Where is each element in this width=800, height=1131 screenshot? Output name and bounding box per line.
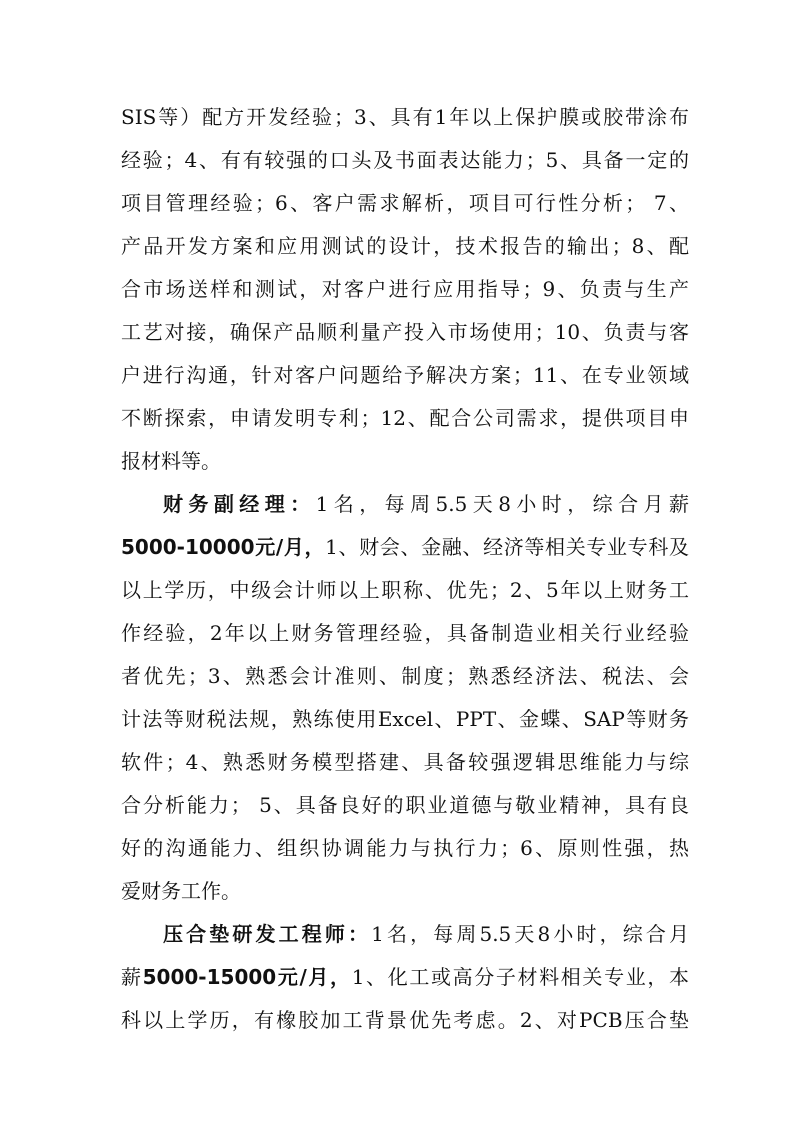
text-line: 经验；4、有有较强的口头及书面表达能力；5、具备一定的	[121, 148, 689, 172]
job-summary: 1名，每周5.5天8小时，综合月	[371, 922, 689, 946]
text-segment: 1、财会、金融、经济等相关专业专科及	[325, 535, 689, 559]
text-line: 合分析能力； 5、具备良好的职业道德与敬业精神，具有良	[121, 793, 689, 817]
text-line: 爱财务工作。	[121, 879, 241, 903]
text-segment: 薪	[121, 965, 143, 989]
salary-range: 5000-10000元/月，	[121, 535, 326, 559]
text-line: 户进行沟通，针对客户问题给予解决方案；11、在专业领域	[121, 363, 689, 387]
text-line: 产品开发方案和应用测试的设计，技术报告的输出；8、配	[121, 234, 689, 258]
text-line: 好的沟通能力、组织协调能力与执行力；6、原则性强，热	[121, 836, 689, 860]
text-line: 软件；4、熟悉财务模型搭建、具备较强逻辑思维能力与综	[121, 750, 689, 774]
text-line: 报材料等。	[121, 449, 221, 473]
text-line: 以上学历，中级会计师以上职称、优先；2、5年以上财务工	[121, 578, 689, 602]
salary-line	[121, 532, 689, 562]
salary-range: 5000-15000元/月，	[142, 965, 352, 989]
text-line: 作经验，2年以上财务管理经验，具备制造业相关行业经验	[121, 621, 689, 645]
text-line: 合市场送样和测试，对客户进行应用指导；9、负责与生产	[121, 277, 689, 301]
text-line: 科以上学历，有橡胶加工背景优先考虑。2、对PCB压合垫	[121, 1008, 689, 1032]
job-title: 压合垫研发工程师：	[163, 922, 372, 946]
job-heading-line	[163, 489, 689, 519]
text-line: 者优先；3、熟悉会计准则、制度；熟悉经济法、税法、会	[121, 664, 689, 688]
job-heading-line	[163, 919, 689, 949]
job-title: 财务副经理：	[163, 492, 316, 516]
text-line: SIS等）配方开发经验；3、具有1年以上保护膜或胶带涂布	[121, 105, 689, 129]
job-summary: 1名，每周5.5天8小时，综合月薪	[315, 492, 689, 516]
salary-line	[121, 962, 689, 992]
text-segment: 1、化工或高分子材料相关专业，本	[351, 965, 689, 989]
text-line: 计法等财税法规，熟练使用Excel、PPT、金蝶、SAP等财务	[121, 707, 689, 731]
text-line: 项目管理经验；6、客户需求解析，项目可行性分析； 7、	[121, 191, 689, 215]
text-line: 不断探索，申请发明专利；12、配合公司需求，提供项目申	[121, 406, 689, 430]
text-line: 工艺对接，确保产品顺利量产投入市场使用；10、负责与客	[121, 320, 689, 344]
